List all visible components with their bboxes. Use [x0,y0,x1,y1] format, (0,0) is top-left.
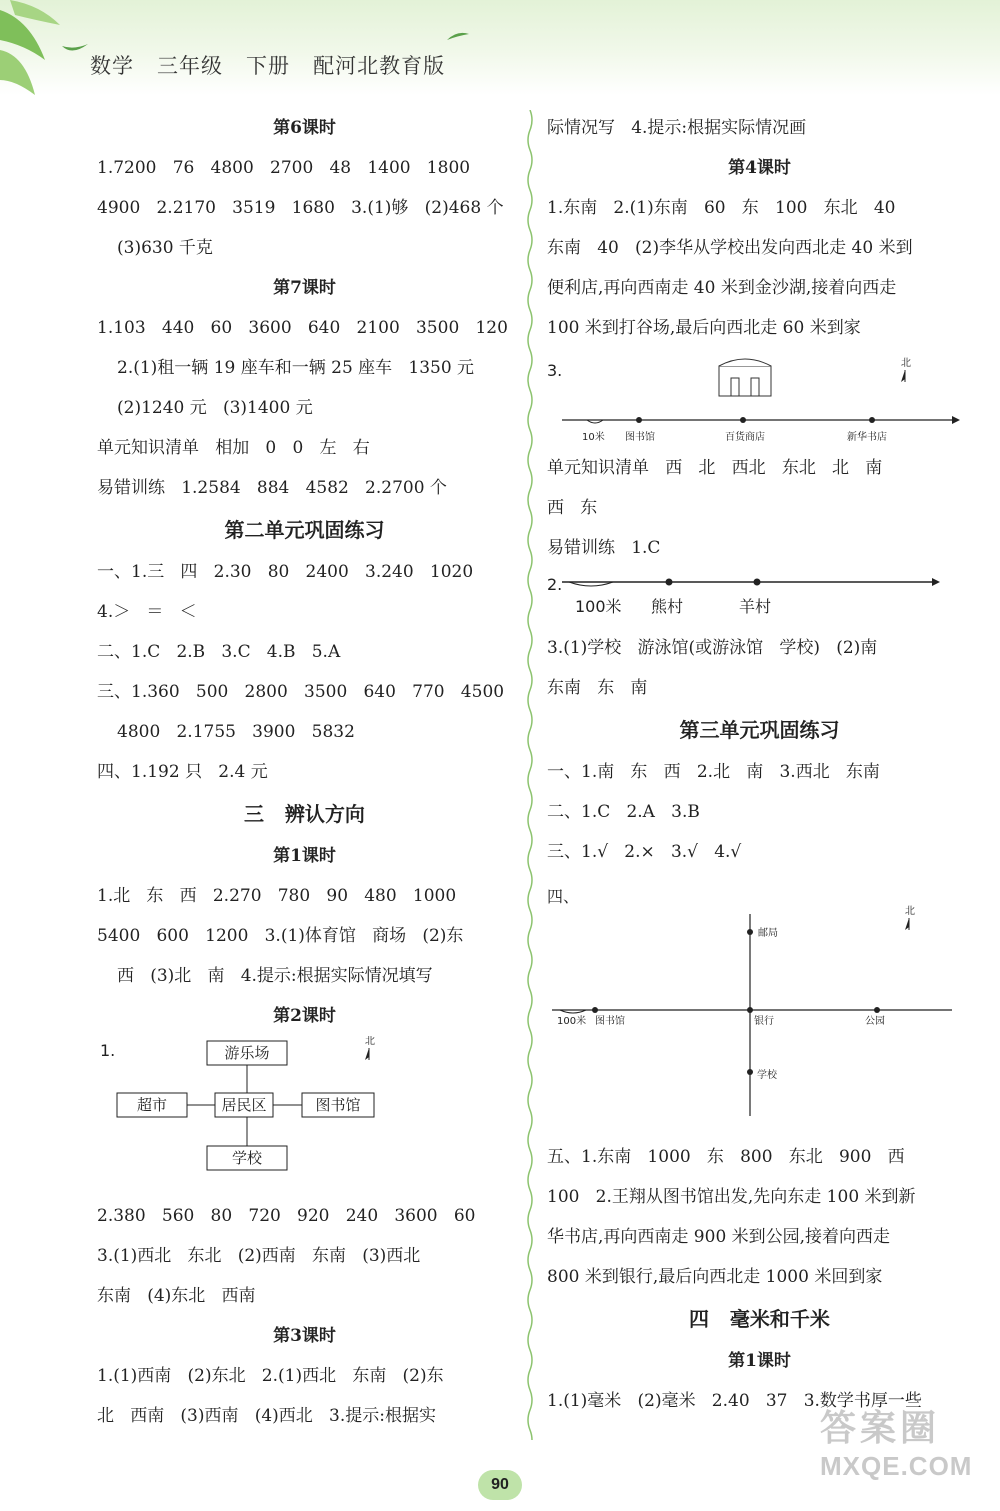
answer-line: 100 2.王翔从图书馆出发,先向东走 100 米到新 [547,1187,916,1207]
answer-line: (2)1240 元 (3)1400 元 [117,398,313,418]
answer-line: 易错训练 1.2584 884 4582 2.2700 个 [97,478,447,498]
point-label: 熊村 [651,597,684,616]
point-label: 10米 [582,432,605,443]
watermark-line1: 答案圈 [820,1407,941,1448]
header-background [0,0,1000,95]
building-icon [719,359,771,396]
answer-line: 四、1.192 只 2.4 元 [97,762,268,782]
answer-line: 单元知识清单 西 北 西北 东北 北 南 [547,458,883,478]
answer-line: 4.＞ ＝ ＜ [97,602,197,622]
watermark-line2: MXQE.COM [820,1451,973,1481]
direction-diagram-2 [547,348,972,448]
answer-line: 北 西南 (3)西南 (4)西北 3.提示:根据实 [97,1406,436,1426]
answer-line: 易错训练 1.C [547,538,661,558]
answer-line: 便利店,再向西南走 40 米到金沙湖,接着向西走 [547,278,897,298]
section-heading: 四 毫米和千米 [689,1307,830,1331]
answer-line: 4800 2.1755 3900 5832 [117,722,355,742]
point-bank [747,1007,753,1013]
answer-line: 2.380 560 80 720 920 240 3600 60 [97,1206,476,1226]
answer-line: 800 米到银行,最后向西北走 1000 米回到家 [547,1267,883,1287]
place-label-bottom: 学校 [231,1149,263,1167]
answer-line: 4900 2.2170 3519 1680 3.(1)够 (2)468 个 [97,198,504,218]
answer-line: 一、1.三 四 2.30 80 2400 3.240 1020 [97,562,474,582]
answer-line: 西 东 [547,498,598,518]
answer-line: 单元知识清单 相加 0 0 左 右 [97,438,370,458]
column-divider [525,110,535,1440]
point-sheep-village [754,579,761,586]
right-column [547,108,972,1421]
answer-line: 2.(1)租一辆 19 座车和一辆 25 座车 1350 元 [117,358,475,378]
answer-line: 100 米到打谷场,最后向西北走 60 米到家 [547,318,861,338]
direction-diagram-3 [547,568,972,628]
answer-line: 五、1.东南 1000 东 800 东北 900 西 [547,1147,905,1167]
answer-line: 东南 东 南 [547,678,648,698]
point-label: 图书馆 [595,1016,625,1027]
point-label: 邮局 [758,928,778,939]
answer-line: 东南 (4)东北 西南 [97,1286,256,1306]
answer-line: 1.7200 76 4800 2700 48 1400 1800 [97,158,471,178]
lesson-heading: 第6课时 [273,118,336,138]
point-label: 公园 [865,1016,885,1027]
answer-line: 际情况写 4.提示:根据实际情况画 [547,118,807,138]
lesson-heading: 第3课时 [273,1326,336,1346]
left-column [97,108,512,1436]
arrow-head-icon [932,578,940,586]
lesson-heading: 第1课时 [273,846,336,866]
answer-line: 3.(1)学校 游泳馆(或游泳馆 学校) (2)南 [547,638,878,658]
point-label: 图书馆 [625,432,655,443]
lesson-heading: 第4课时 [728,158,791,178]
answer-line: 1.(1)毫米 (2)毫米 2.40 37 3.数学书厚一些 [547,1391,922,1411]
answer-line: 二、1.C 2.B 3.C 4.B 5.A [97,642,341,662]
direction-diagram-4 [547,872,972,1137]
answer-line: 一、1.南 东 西 2.北 南 3.西北 东南 [547,762,880,782]
lesson-heading: 第1课时 [728,1351,791,1371]
point-label: 羊村 [739,597,772,616]
place-label-right: 图书馆 [315,1096,361,1114]
place-label-top: 游乐场 [224,1044,270,1062]
arrow-head-icon [952,416,960,424]
answer-line: (3)630 千克 [117,238,213,258]
bird-icon [445,30,471,46]
answer-line: 1.(1)西南 (2)东北 2.(1)西北 东南 (2)东 [97,1366,444,1386]
north-arrow-icon [365,1048,369,1060]
question-number: 2. [547,575,563,594]
watermark [820,1400,985,1505]
point-label: 学校 [757,1070,777,1081]
point-school [747,1069,753,1075]
answer-line: 三、1.360 500 2800 3500 640 770 4500 [97,682,505,702]
direction-diagram-1 [97,1036,512,1196]
section-heading: 第三单元巩固练习 [679,718,840,742]
page-number: 90 [478,1470,522,1500]
north-label: 北 [901,358,911,369]
answer-line: 1.北 东 西 2.270 780 90 480 1000 [97,886,457,906]
north-label: 北 [365,1036,375,1047]
answer-line: 东南 40 (2)李华从学校出发向西北走 40 米到 [547,238,913,258]
answer-line: 华书店,再向西南走 900 米到公园,接着向西走 [547,1227,891,1247]
point-label: 100米 [557,1016,587,1027]
question-number: 1. [100,1041,116,1060]
lesson-heading: 第7课时 [273,278,336,298]
point-library [636,417,642,423]
point-park [874,1007,880,1013]
point-bookstore [869,417,875,423]
question-number: 3. [547,361,563,380]
point-post-office [747,929,753,935]
point-library [592,1007,598,1013]
point-label: 银行 [754,1016,774,1027]
section-heading: 第二单元巩固练习 [224,518,385,542]
answer-line: 二、1.C 2.A 3.B [547,802,700,822]
bird-icon [60,40,90,60]
answer-line: 5400 600 1200 3.(1)体育馆 商场 (2)东 [97,926,464,946]
north-label: 北 [905,906,915,917]
section-heading: 三 辨认方向 [244,802,365,826]
answer-line: 1.东南 2.(1)东南 60 东 100 东北 40 [547,198,896,218]
answer-line: 3.(1)西北 东北 (2)西南 东南 (3)西北 [97,1246,421,1266]
page-header-title: 数学 三年级 下册 配河北教育版 [90,54,446,78]
answer-line: 三、1.√ 2.× 3.√ 4.√ [547,842,742,862]
answer-line: 西 (3)北 南 4.提示:根据实际情况填写 [117,966,433,986]
question-number: 四、 [547,887,580,906]
place-label-center: 居民区 [221,1096,267,1114]
point-label: 100米 [575,597,622,616]
point-store [740,417,746,423]
place-label-left: 超市 [136,1096,168,1114]
point-label: 百货商店 [725,432,765,443]
lesson-heading: 第2课时 [273,1006,336,1026]
north-arrow-icon [901,370,905,382]
answer-line: 1.103 440 60 3600 640 2100 3500 120 [97,318,508,338]
north-arrow-icon [905,918,909,930]
point-label: 新华书店 [847,432,887,443]
point-bear-village [666,579,673,586]
